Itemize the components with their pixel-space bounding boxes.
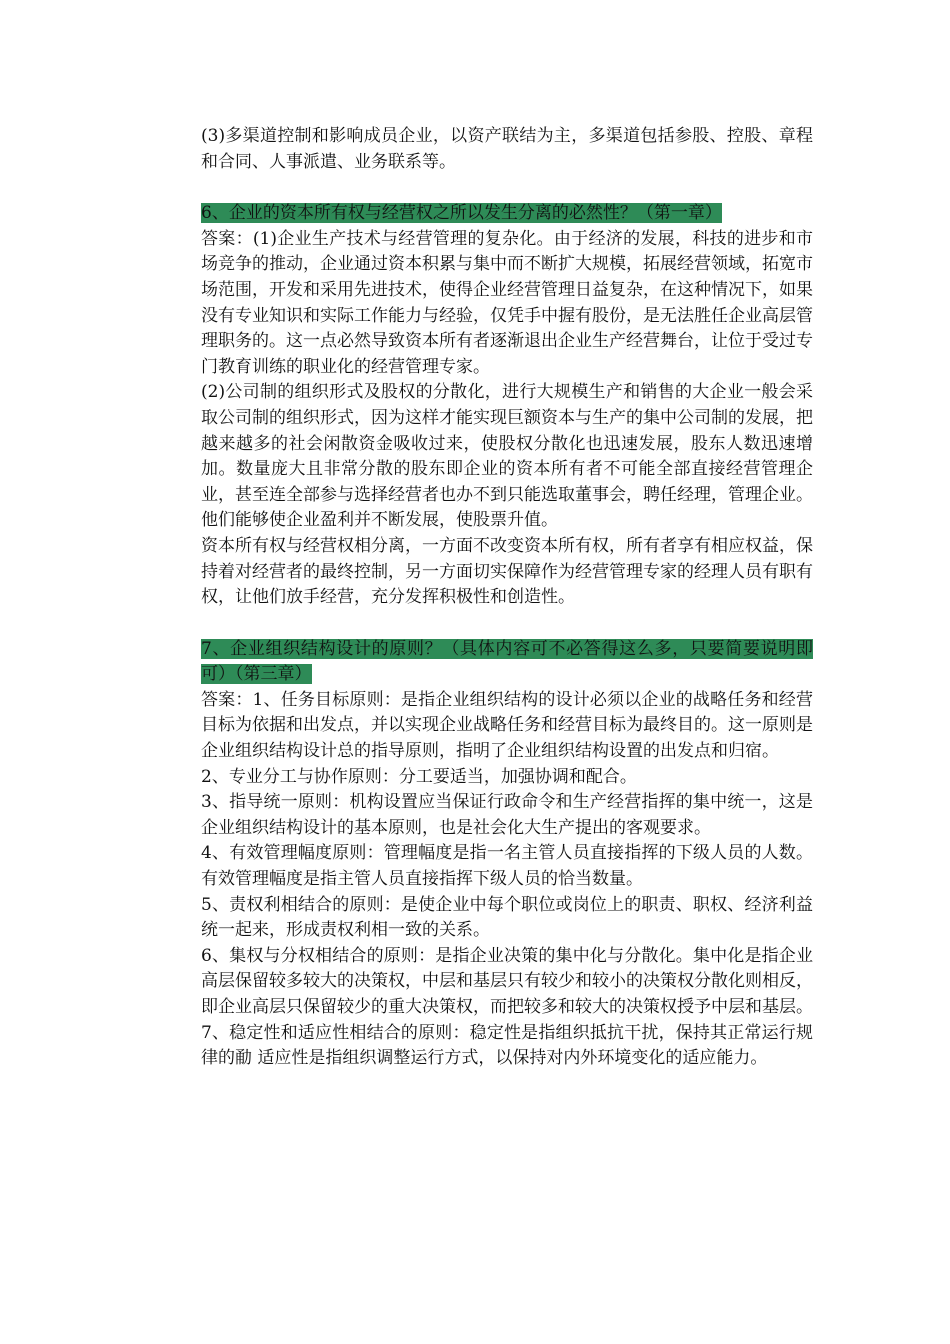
question-6-heading (201, 201, 813, 227)
answer-7-principle-1: 答案：1、任务目标原则：是指企业组织结构的设计必须以企业的战略任务和经营目标为依据和出发点，并以实现企业战略任务和经营目标为最终目的。这一原则是企业组织结构设计总的指导原则，指明了企业组织结构设置的出发点和归宿。 (201, 689, 813, 762)
answer-7-principle-2: 2、专业分工与协作原则：分工要适当，加强协调和配合。 (201, 766, 637, 787)
paragraph-spacer (201, 175, 813, 201)
paragraph-item-3: (3)多渠道控制和影响成员企业，以资产联结为主，多渠道包括参股、控股、章程和合同、人事派遣、业务联系等。 (201, 126, 813, 172)
paragraph-spacer (201, 611, 813, 637)
answer-6-part-1: 答案：(1)企业生产技术与经营管理的复杂化。由于经济的发展，科技的进步和市场竞争的推动，企业通过资本积累与集中而不断扩大规模，拓展经营领域，拓宽市场范围，开发和采用先进技术，使得企业经营管理日益复杂，在这种情况下，如果没有专业知识和实际工作能力与经验，仅凭手中握有股份，是无法胜任企业高层管理职务的。这一点必然导致资本所有者逐渐退出企业生产经营舞台，让位于受过专门教育训练的职业化的经营管理专家。 (201, 228, 813, 377)
question-7-heading (201, 637, 813, 688)
document-body (201, 124, 813, 1072)
answer-6-summary: 资本所有权与经营权相分离，一方面不改变资本所有权，所有者享有相应权益，保持着对经营者的最终控制，另一方面切实保障作为经营管理专家的经理人员有职有权，让他们放手经营，充分发挥积极性和创造性。 (201, 535, 813, 608)
answer-7-principle-4: 4、有效管理幅度原则：管理幅度是指一名主管人员直接指挥的下级人员的人数。有效管理幅度是指主管人员直接指挥下级人员的恰当数量。 (201, 843, 813, 890)
answer-7-principle-3: 3、指导统一原则：机构设置应当保证行政命令和生产经营指挥的集中统一，这是企业组织结构设计的基本原则，也是社会化大生产提出的客观要求。 (201, 792, 813, 838)
question-6-highlight: 6、企业的资本所有权与经营权之所以发生分离的必然性？（第一章） (201, 203, 722, 224)
question-7-highlight: 7、企业组织结构设计的原则？（具体内容可不必答得这么多，只要简要说明即可）（第三章） (201, 638, 813, 685)
answer-7-principle-7: 7、稳定性和适应性相结合的原则：稳定性是指组织抵抗干扰，保持其正常运行规律的勈 适应性是指组织调整运行方式，以保持对内外环境变化的适应能力。 (201, 1022, 813, 1069)
answer-7-principle-6: 6、集权与分权相结合的原则：是指企业决策的集中化与分散化。集中化是指企业高层保留较多较大的决策权，中层和基层只有较少和较小的决策权分散化则相反，即企业高层只保留较少的重大决策权，而把较多和较大的决策权授予中层和基层。 (201, 945, 813, 1017)
answer-6-part-2: (2)公司制的组织形式及股权的分散化，进行大规模生产和销售的大企业一般会采取公司制的组织形式，因为这样才能实现巨额资本与生产的集中公司制的发展，把越来越多的社会闲散资金吸收过来，使股权分散化也迅速发展，股东人数迅速增加。数量庞大且非常分散的股东即企业的资本所有者不可能全部直接经营管理企业，甚至连全部参与选择经营者也办不到只能选取董事会，聘任经理，管理企业。他们能够使企业盈利并不断发展，使股票升值。 (201, 382, 813, 531)
answer-7-principle-5: 5、责权利相结合的原则：是使企业中每个职位或岗位上的职责、职权、经济利益统一起来，形成责权利相一致的关系。 (201, 894, 813, 941)
